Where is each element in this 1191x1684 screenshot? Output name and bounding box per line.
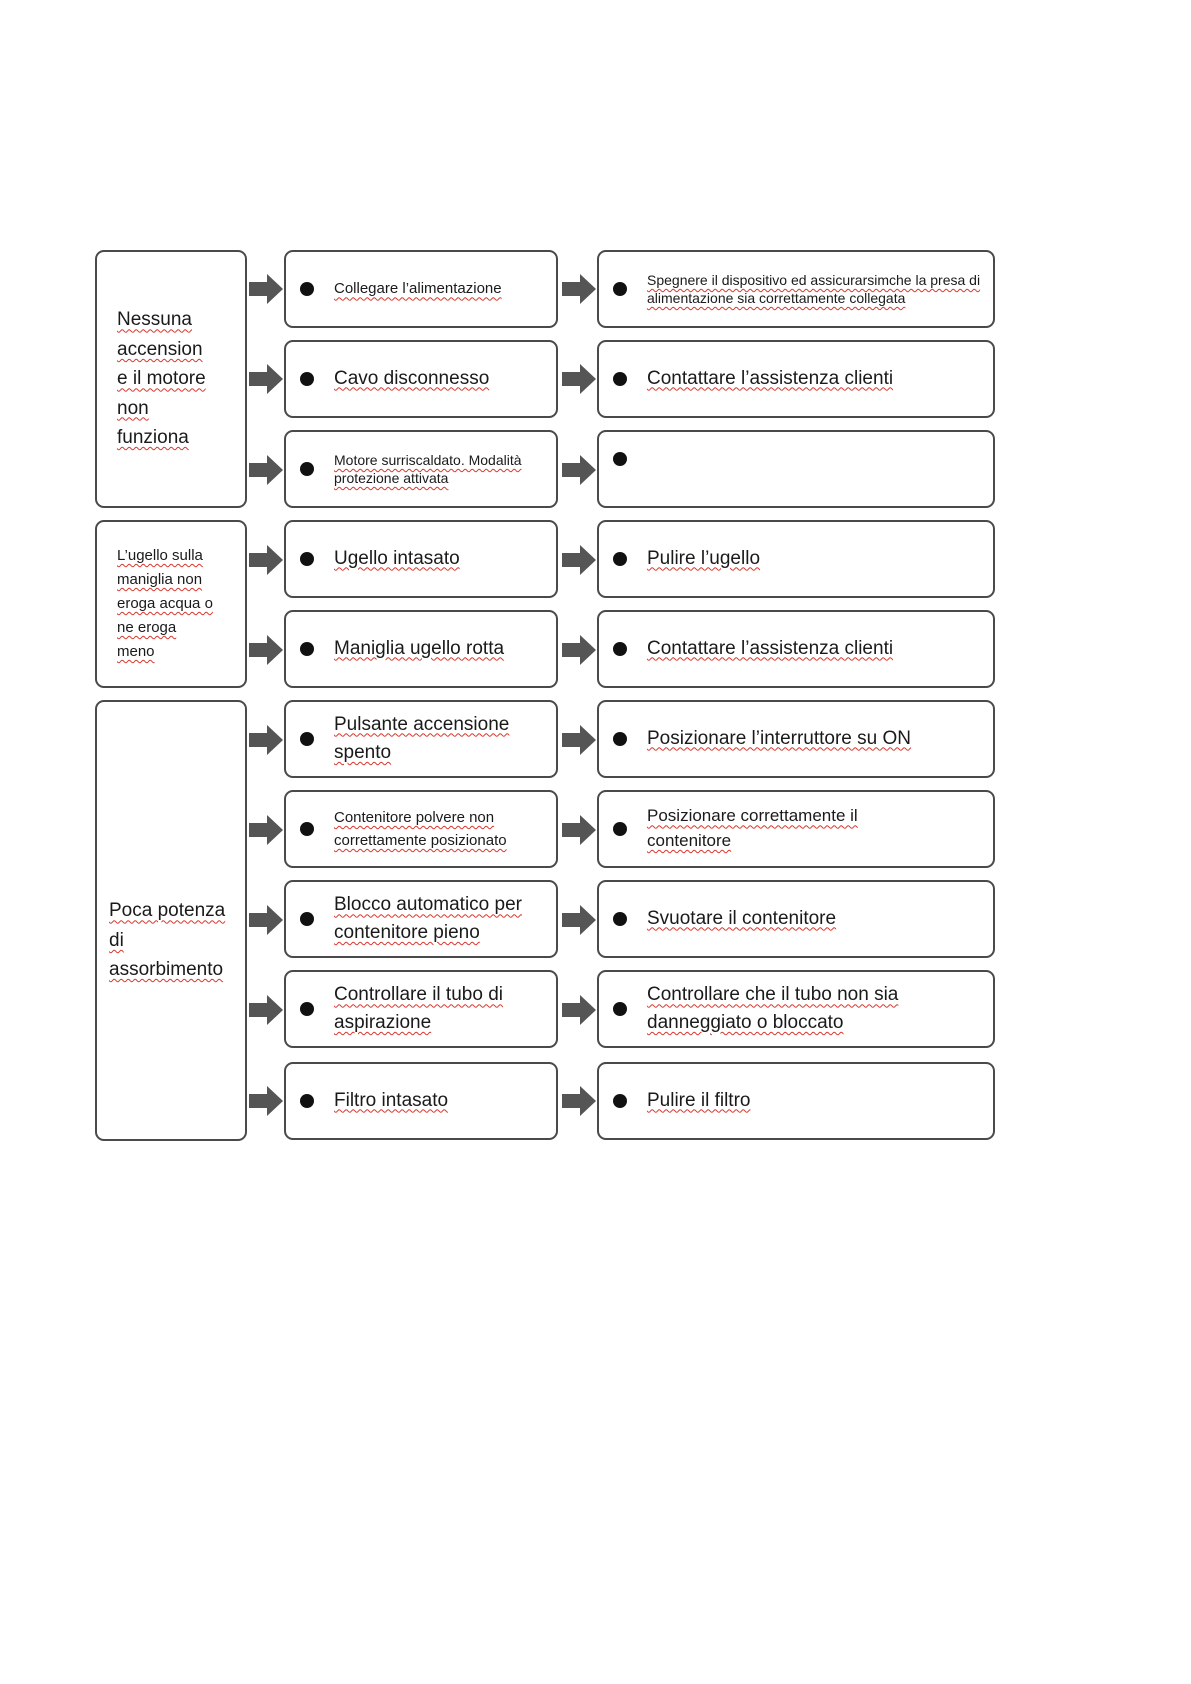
bullet-icon	[613, 1094, 627, 1108]
cause-text: Motore surriscaldato. Modalità protezione attivata	[334, 451, 522, 486]
arrow-icon	[562, 995, 596, 1025]
problem-text: L’ugello sulla maniglia non eroga acqua o ne eroga meno	[117, 547, 213, 660]
cause-box	[284, 340, 558, 418]
solution-box	[597, 250, 995, 328]
bullet-icon	[300, 282, 314, 296]
problem-text: Poca potenza di assorbimento	[109, 900, 226, 981]
arrow-icon	[249, 725, 283, 755]
cause-box	[284, 520, 558, 598]
solution-text: Spegnere il dispositivo ed assicurarsimche la presa di alimentazione sia correttamente collegata	[647, 271, 981, 306]
bullet-icon	[613, 732, 627, 746]
bullet-icon	[300, 552, 314, 566]
arrow-icon	[562, 274, 596, 304]
arrow-icon	[249, 274, 283, 304]
arrow-icon	[562, 725, 596, 755]
solution-box	[597, 340, 995, 418]
cause-box	[284, 250, 558, 328]
solution-box	[597, 880, 995, 958]
arrow-icon	[249, 995, 283, 1025]
bullet-icon	[613, 912, 627, 926]
solution-box	[597, 970, 995, 1048]
solution-text: Svuotare il contenitore	[647, 907, 837, 929]
arrow-icon	[562, 635, 596, 665]
arrow-icon	[249, 1086, 283, 1116]
problem-box-no-power	[95, 250, 247, 508]
bullet-icon	[300, 1002, 314, 1016]
arrow-icon	[562, 1086, 596, 1116]
arrow-icon	[562, 364, 596, 394]
arrow-icon	[249, 905, 283, 935]
solution-box	[597, 1062, 995, 1140]
cause-text: Blocco automatico per contenitore pieno	[334, 894, 522, 943]
cause-box	[284, 700, 558, 778]
bullet-icon	[613, 452, 627, 466]
arrow-icon	[249, 545, 283, 575]
problem-box-nozzle	[95, 520, 247, 688]
cause-text: Pulsante accensione spento	[334, 713, 510, 763]
cause-text: Collegare l’alimentazione	[334, 280, 502, 298]
arrow-icon	[562, 815, 596, 845]
cause-box	[284, 790, 558, 868]
cause-text: Filtro intasato	[334, 1089, 449, 1111]
bullet-icon	[300, 1094, 314, 1108]
cause-text: Controllare il tubo di aspirazione	[334, 984, 503, 1033]
cause-text: Cavo disconnesso	[334, 367, 490, 389]
cause-text: Ugello intasato	[334, 547, 460, 569]
bullet-icon	[613, 282, 627, 296]
arrow-icon	[562, 455, 596, 485]
solution-box	[597, 430, 995, 508]
bullet-icon	[300, 732, 314, 746]
cause-box	[284, 1062, 558, 1140]
cause-text: Contenitore polvere non correttamente posizionato	[334, 808, 507, 849]
cause-box	[284, 430, 558, 508]
arrow-icon	[249, 815, 283, 845]
arrow-icon	[249, 635, 283, 665]
bullet-icon	[613, 372, 627, 386]
cause-box	[284, 970, 558, 1048]
solution-text: Pulire il filtro	[647, 1089, 751, 1111]
arrow-icon	[249, 455, 283, 485]
solution-box	[597, 520, 995, 598]
solution-text: Pulire l’ugello	[647, 547, 761, 569]
cause-box	[284, 880, 558, 958]
cause-box	[284, 610, 558, 688]
bullet-icon	[300, 912, 314, 926]
solution-text: Contattare l’assistenza clienti	[647, 367, 894, 389]
cause-text: Maniglia ugello rotta	[334, 637, 505, 659]
solution-text: Posizionare correttamente il contenitore	[647, 806, 858, 850]
bullet-icon	[613, 642, 627, 656]
solution-box	[597, 610, 995, 688]
arrow-icon	[562, 545, 596, 575]
problem-text: Nessuna accension e il motore non funziona	[117, 309, 206, 449]
solution-text: Contattare l’assistenza clienti	[647, 637, 894, 659]
bullet-icon	[300, 372, 314, 386]
solution-text: Posizionare l’interruttore su ON	[647, 727, 911, 749]
bullet-icon	[300, 642, 314, 656]
bullet-icon	[300, 462, 314, 476]
bullet-icon	[613, 1002, 627, 1016]
solution-box	[597, 700, 995, 778]
arrow-icon	[249, 364, 283, 394]
bullet-icon	[613, 552, 627, 566]
solution-text: Controllare che il tubo non sia danneggiato o bloccato	[647, 984, 899, 1033]
bullet-icon	[613, 822, 627, 836]
arrow-icon	[562, 905, 596, 935]
problem-box-low-suction	[95, 700, 247, 1141]
solution-box	[597, 790, 995, 868]
bullet-icon	[300, 822, 314, 836]
